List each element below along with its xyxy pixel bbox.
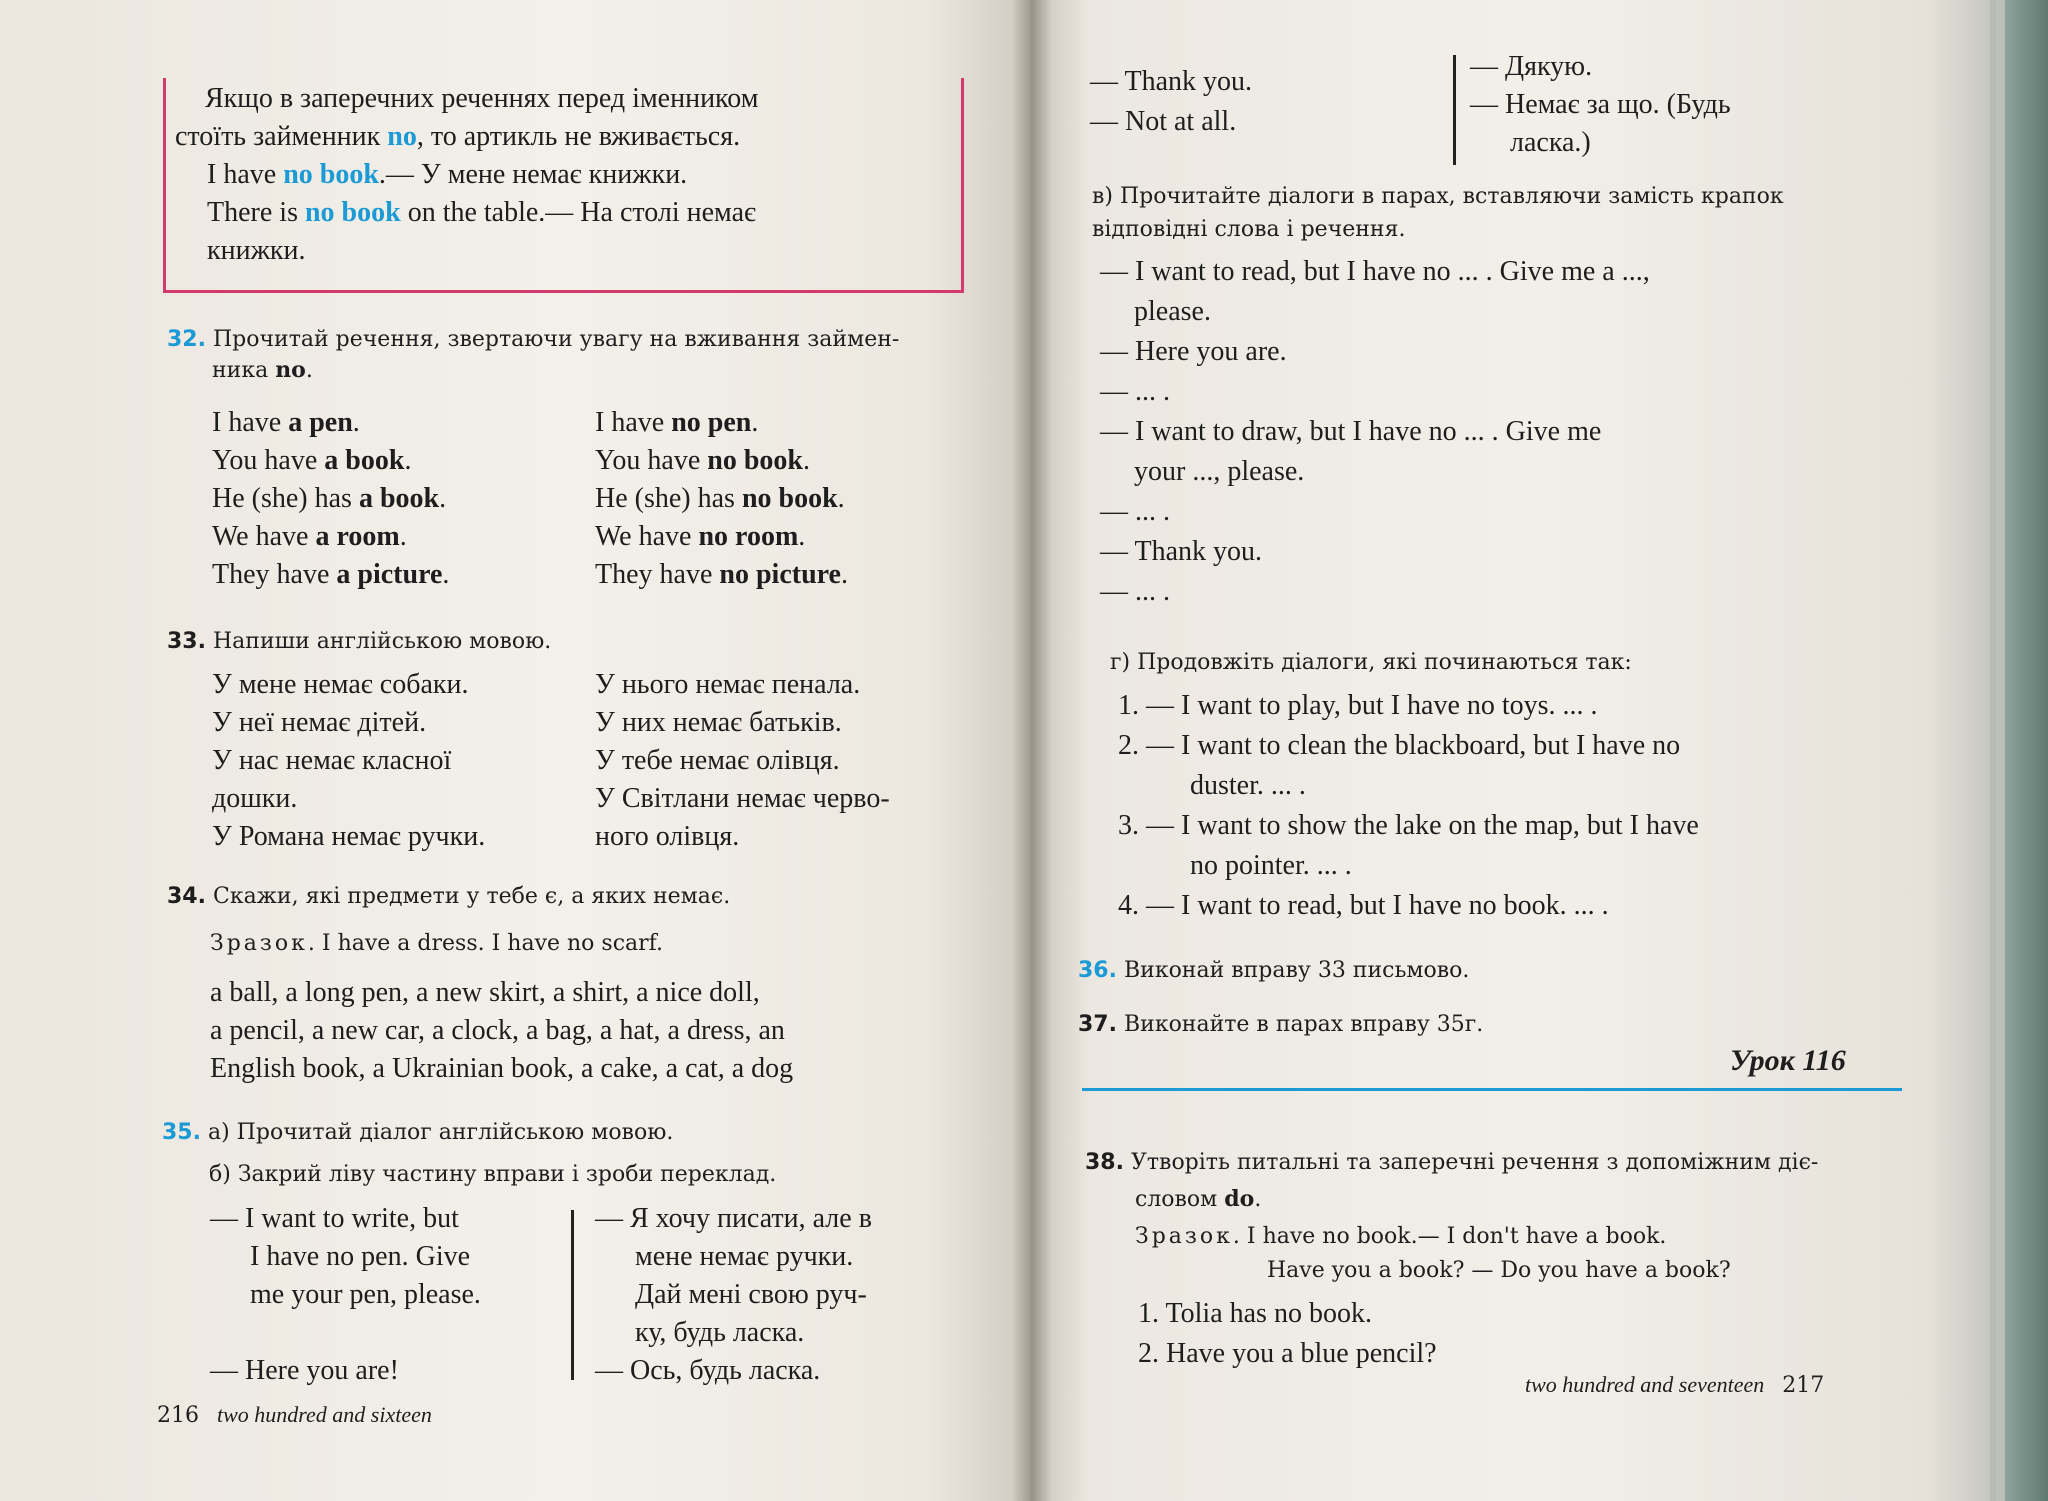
dialog-line: please. bbox=[1134, 296, 1211, 327]
page-number: 216 bbox=[157, 1403, 199, 1428]
dialog-line: — ... . bbox=[1100, 376, 1170, 407]
rule-example-1: I have no book.— У мене немає книжки. bbox=[207, 159, 688, 190]
dialog-line: — Я хочу писати, але в bbox=[595, 1203, 872, 1234]
right-page bbox=[1030, 0, 2048, 1501]
dialog-top-ukrainian bbox=[1470, 48, 1731, 162]
page-edge bbox=[1990, 0, 1996, 1501]
sentence: У них немає батьків. bbox=[595, 707, 842, 738]
list-item: 1. Tolia has no book. bbox=[1138, 1298, 1372, 1329]
exercise-35-ukrainian-column bbox=[595, 1200, 872, 1390]
list-item: 4. — I want to read, but I have no book. ... . bbox=[1118, 890, 1609, 921]
exercise-33-left-column bbox=[212, 666, 485, 856]
dialog-line: — Here you are. bbox=[1100, 336, 1287, 367]
sentence: We have a room. bbox=[212, 521, 407, 552]
book-gutter bbox=[1012, 0, 1052, 1501]
right-page-footer bbox=[1525, 1372, 1824, 1398]
left-page-footer bbox=[157, 1402, 432, 1428]
dialog-line: — Here you are! bbox=[210, 1355, 399, 1386]
dialog-line: мене немає ручки. bbox=[635, 1241, 854, 1272]
exercise-34-word-list bbox=[210, 974, 793, 1088]
dialog-line: — ... . bbox=[1100, 576, 1170, 607]
exercise-37: 37. Виконайте в парах вправу 35г. bbox=[1078, 1012, 1484, 1037]
exercise-38-sample: Зразок. I have no book.— I don't have a book. bbox=[1135, 1224, 1667, 1249]
rule-line-2: стоїть займенник no, то артикль не вживається. bbox=[175, 121, 741, 152]
list-item: 1. — I want to play, but I have no toys. ... . bbox=[1118, 690, 1598, 721]
rule-line-1: Якщо в заперечних реченнях перед іменником bbox=[205, 83, 759, 114]
list-item: 2. Have you a blue pencil? bbox=[1138, 1338, 1437, 1369]
page-number: 217 bbox=[1782, 1373, 1825, 1398]
list-item: duster. ... . bbox=[1190, 770, 1306, 801]
exercise-35-instruction-a: 35. а) Прочитай діалог англійською мовою. bbox=[162, 1120, 674, 1145]
rule-example-2-cont: книжки. bbox=[207, 235, 306, 266]
exercise-34-sample: Зразок. I have a dress. I have no scarf. bbox=[210, 931, 664, 956]
exercise-33-right-column bbox=[595, 666, 890, 856]
lesson-underline bbox=[1082, 1088, 1902, 1091]
dialog-line: — I want to draw, but I have no ... . Give me bbox=[1100, 416, 1602, 447]
dialog-line: Дай мені свою руч- bbox=[635, 1279, 867, 1310]
dialog-line: — Thank you. bbox=[1090, 66, 1253, 97]
dialog-line: ку, будь ласка. bbox=[635, 1317, 805, 1348]
sentence: У нас немає класної bbox=[212, 745, 452, 776]
dialog-line: ласка.) bbox=[1510, 127, 1591, 158]
sentence: You have a book. bbox=[212, 445, 412, 476]
sentence: He (she) has no book. bbox=[595, 483, 845, 514]
dialog-line: — Немає за що. (Будь bbox=[1470, 89, 1731, 120]
part-g-instruction: г) Продовжіть діалоги, які починаються так: bbox=[1110, 650, 1632, 675]
exercise-38-items bbox=[1138, 1294, 1437, 1374]
sentence: дошки. bbox=[212, 783, 298, 814]
dialog-line: your ..., please. bbox=[1134, 456, 1305, 487]
sentence: I have a pen. bbox=[212, 407, 360, 438]
sentence: У неї немає дітей. bbox=[212, 707, 427, 738]
sentence: У нього немає пенала. bbox=[595, 669, 861, 700]
part-v-instruction-cont: відповідні слова і речення. bbox=[1092, 217, 1406, 242]
exercise-35-instruction-b: б) Закрий ліву частину вправи і зроби переклад. bbox=[209, 1162, 777, 1187]
exercise-33-instruction: 33. Напиши англійською мовою. bbox=[167, 629, 552, 654]
word-list-line: English book, a Ukrainian book, a cake, a cat, a dog bbox=[210, 1053, 794, 1084]
list-item: 3. — I want to show the lake on the map, but I have bbox=[1118, 810, 1699, 841]
exercise-32-right-column bbox=[595, 404, 848, 594]
book-cover-edge bbox=[2005, 0, 2048, 1501]
list-item: 2. — I want to clean the blackboard, but I have no bbox=[1118, 730, 1681, 761]
sentence: They have no picture. bbox=[595, 559, 848, 590]
dialog-divider bbox=[571, 1210, 574, 1380]
sentence: У тебе немає олівця. bbox=[595, 745, 840, 776]
list-item: no pointer. ... . bbox=[1190, 850, 1352, 881]
exercise-38-instruction: 38. Утворіть питальні та заперечні речення з допоміжним діє- bbox=[1085, 1150, 1819, 1175]
page-number-words: two hundred and sixteen bbox=[217, 1402, 432, 1427]
exercise-35-english-column bbox=[210, 1200, 481, 1390]
part-g-items bbox=[1118, 686, 1699, 926]
exercise-36: 36. Виконай вправу 33 письмово. bbox=[1078, 958, 1470, 983]
sentence: У Романа немає ручки. bbox=[212, 821, 486, 852]
part-v-dialogs bbox=[1100, 252, 1650, 612]
dialog-line: — I want to write, but bbox=[210, 1203, 459, 1234]
sentence: У мене немає собаки. bbox=[212, 669, 469, 700]
exercise-38-instruction-cont: словом do. bbox=[1135, 1186, 1262, 1212]
dialog-line: — Дякую. bbox=[1470, 51, 1593, 82]
dialog-line: — Ось, будь ласка. bbox=[595, 1355, 821, 1386]
exercise-34-instruction: 34. Скажи, які предмети у тебе є, а яких немає. bbox=[167, 884, 731, 909]
sentence: We have no room. bbox=[595, 521, 806, 552]
sentence: You have no book. bbox=[595, 445, 810, 476]
sentence: I have no pen. bbox=[595, 407, 759, 438]
dialog-line: — I want to read, but I have no ... . Give me a ..., bbox=[1100, 256, 1650, 287]
exercise-32-instruction-cont: ника no. bbox=[212, 357, 313, 383]
word-list-line: a pencil, a new car, a clock, a bag, a hat, a dress, an bbox=[210, 1015, 785, 1046]
dialog-top-english bbox=[1090, 62, 1252, 142]
page-number-words: two hundred and seventeen bbox=[1525, 1372, 1765, 1397]
dialog-line: — Not at all. bbox=[1090, 106, 1237, 137]
dialog-line: me your pen, please. bbox=[250, 1279, 481, 1310]
exercise-38-sample-cont: Have you a book? — Do you have a book? bbox=[1267, 1258, 1731, 1283]
sentence: He (she) has a book. bbox=[212, 483, 447, 514]
dialog-line: — ... . bbox=[1100, 496, 1170, 527]
exercise-32-instruction: 32. Прочитай речення, звертаючи увагу на вживання займен- bbox=[167, 327, 900, 352]
dialog-line: — Thank you. bbox=[1100, 536, 1263, 567]
sentence: ного олівця. bbox=[595, 821, 740, 852]
exercise-32-left-column bbox=[212, 404, 449, 594]
part-v-instruction: в) Прочитайте діалоги в парах, вставляючи замість крапок bbox=[1092, 184, 1784, 209]
dialog-divider bbox=[1453, 55, 1456, 165]
lesson-heading: Урок 116 bbox=[1730, 1044, 1846, 1077]
word-list-line: a ball, a long pen, a new skirt, a shirt, a nice doll, bbox=[210, 977, 760, 1008]
rule-example-2: There is no book on the table.— На столі немає bbox=[207, 197, 757, 228]
sentence: У Світлани немає черво- bbox=[595, 783, 890, 814]
dialog-line: I have no pen. Give bbox=[250, 1241, 471, 1272]
sentence: They have a picture. bbox=[212, 559, 450, 590]
